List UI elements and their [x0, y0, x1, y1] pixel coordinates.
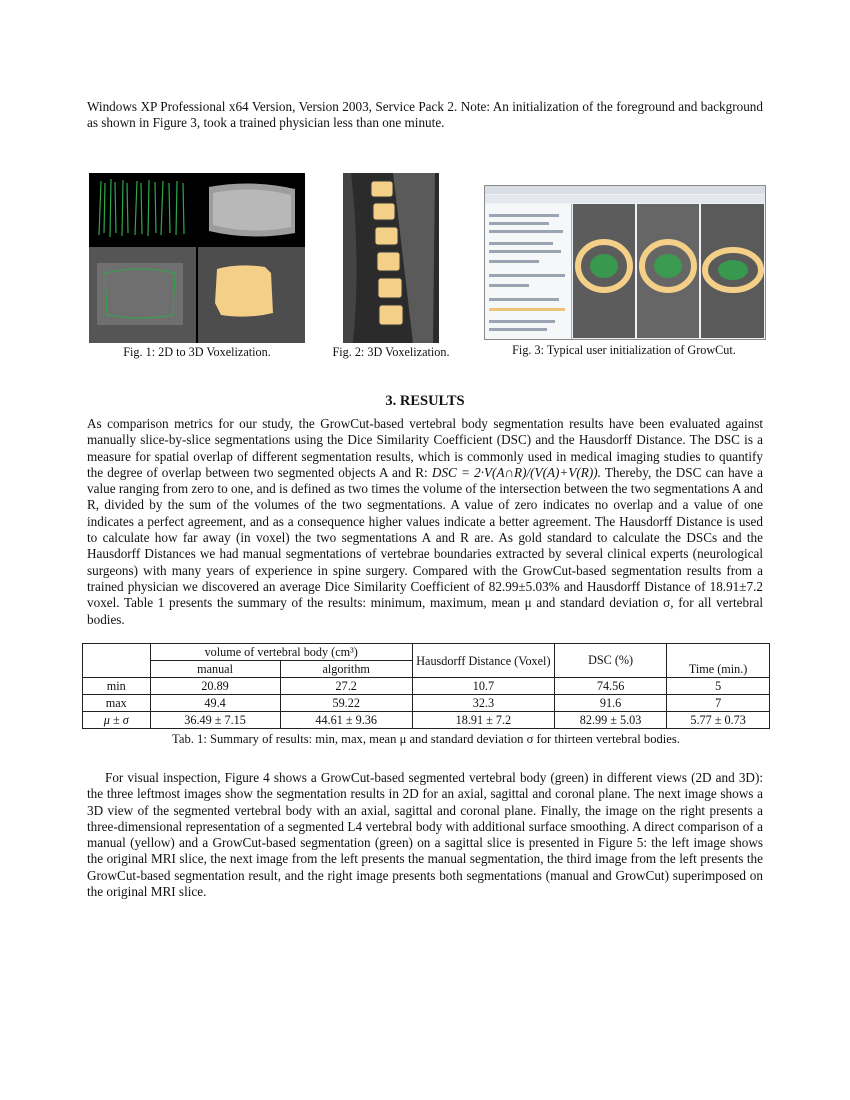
cell-time: 5: [667, 678, 770, 695]
table-corner-cell: [83, 644, 151, 678]
row-label: μ ± σ: [83, 712, 151, 729]
header-dsc: DSC (%): [554, 644, 666, 678]
table-caption: Tab. 1: Summary of results: min, max, mean μ and standard deviation σ for thirteen vertebral bodies.: [172, 732, 680, 746]
table-row: [83, 712, 770, 729]
inspection-paragraph: For visual inspection, Figure 4 shows a GrowCut-based segmented vertebral body (green) in different views (2D and 3D): the three leftmost images show the segmentation results in 2D for an axial, sagittal and coronal plane. The next image shows a 3D view of the segmented vertebral body with an axial, sagittal and coronal plane. Finally, the image on the right presents a three-dimensional representation of a segmented L4 vertebral body with additional surface smoothing. A direct comparison of a manual (yellow) and a GrowCut-based segmentation (green) on a sagittal slice is presented in Figure 5: the left image shows the original MRI slice, the next image from the left presents the manual segmentation, the third image from the left presents the GrowCut-based segmentation result, and the right image presents both segmentations (manual and GrowCut) superimposed on the original MRI slice.: [87, 770, 763, 900]
figure-3-image: [484, 185, 766, 340]
header-algorithm: algorithm: [280, 661, 412, 678]
figure-2-spine: [343, 173, 439, 343]
results-paragraph: [87, 416, 763, 628]
cell-algorithm: 44.61 ± 9.36: [280, 712, 412, 729]
cell-dsc: 82.99 ± 5.03: [554, 712, 666, 729]
cell-time: 7: [667, 695, 770, 712]
cell-dsc: 91.6: [554, 695, 666, 712]
cell-manual: 36.49 ± 7.15: [150, 712, 280, 729]
gui-side-panel: [485, 204, 572, 339]
cell-manual: 20.89: [150, 678, 280, 695]
figure-1-caption: Fig. 1: 2D to 3D Voxelization.: [123, 345, 271, 359]
cell-dsc: 74.56: [554, 678, 666, 695]
intro-paragraph: Windows XP Professional x64 Version, Version 2003, Service Pack 2. Note: An initialization of the foreground and background as shown in Figure 3, took a trained physician less than one minute.: [87, 99, 763, 131]
cell-algorithm: 27.2: [280, 678, 412, 695]
dsc-equation: DSC = 2·V(A∩R)/(V(A)+V(R)).: [431, 464, 601, 480]
cell-hausdorff: 10.7: [412, 678, 554, 695]
header-volume: volume of vertebral body (cm³): [150, 644, 412, 661]
table-row: [83, 678, 770, 695]
figure-1-panels: [89, 173, 305, 343]
cell-algorithm: 59.22: [280, 695, 412, 712]
figure-1-image: [89, 173, 305, 343]
cell-time: 5.77 ± 0.73: [667, 712, 770, 729]
gui-menubar: [485, 186, 765, 194]
gui-toolbar: [485, 195, 765, 203]
header-hausdorff: Hausdorff Distance (Voxel): [412, 644, 554, 678]
results-text-part-2: Thereby, the DSC can have a value ranging from zero to one, and is defined as two times the volume of the intersection between the two segmentations A and R, divided by the sum of the volumes of the two segmentations. A value of zero indicates no overlap and a value of one indicates a perfect agreement, and as a consequence higher values indicate a better agreement. The Hausdorff Distance is used to calculate how far away (in voxel) the two segmentations A and R are. As gold standard to calculate the DSCs and the Hausdorff Distances we had manual segmentations of vertebrae boundaries extracted by several clinical experts (neurological surgeons) with many years of experience in spine surgery. Compared with the GrowCut-based segmentation results from a trained physician we discovered an average Dice Similarity Coefficient of 82.99±5.03% and Hausdorff Distance of 18.91±7.2 voxel. Table 1 presents the summary of the results: minimum, maximum, mean μ and standard deviation σ, for all vertebral bodies.: [87, 464, 764, 627]
cell-hausdorff: 18.91 ± 7.2: [412, 712, 554, 729]
table-row: [83, 695, 770, 712]
figure-2-caption: Fig. 2: 3D Voxelization.: [332, 345, 450, 359]
header-manual: manual: [150, 661, 280, 678]
cell-manual: 49.4: [150, 695, 280, 712]
results-text-part-1: As comparison metrics for our study, the GrowCut-based vertebral body segmentation results have been evaluated against manually slice-by-slice segmentations using the Dice Similarity Coefficient (DSC) and the Hausdorff Distance. The DSC is a measure for spatial overlap of different segmentation results, which is commonly used in medical imaging studies to quantify the degree of overlap between two segmented objects A and R:: [87, 416, 763, 480]
row-label: min: [83, 678, 151, 695]
cell-hausdorff: 32.3: [412, 695, 554, 712]
figure-2-image: [343, 173, 439, 343]
section-title: 3. RESULTS: [385, 393, 465, 409]
figure-3-mri-views: [573, 204, 764, 338]
header-time: Time (min.): [667, 644, 770, 678]
results-table: [82, 643, 770, 729]
row-label: max: [83, 695, 151, 712]
figure-3-caption: Fig. 3: Typical user initialization of GrowCut.: [512, 343, 736, 357]
